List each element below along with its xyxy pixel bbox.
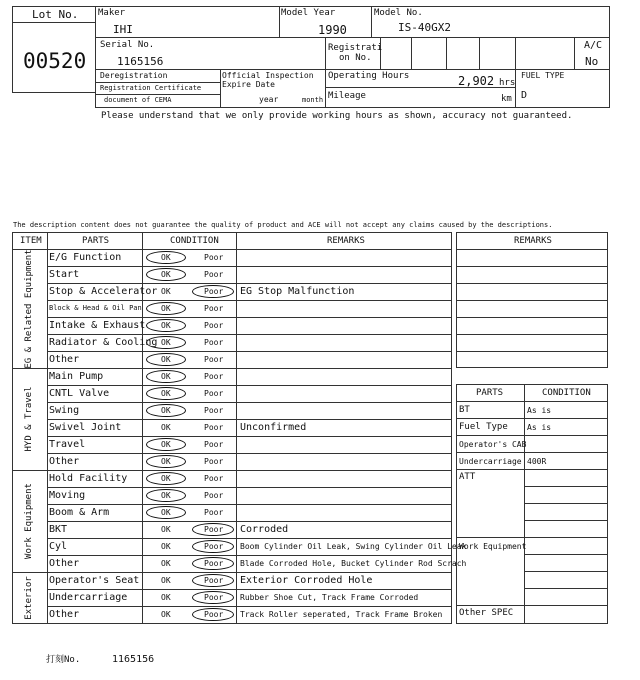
right-part-undercarriage: Undercarriage <box>459 457 522 466</box>
ok-option: OK <box>161 372 171 381</box>
part-label: Operator's Seat <box>49 575 140 586</box>
registration-label-2: on No. <box>339 53 372 63</box>
ok-circle-mark <box>146 302 186 315</box>
row-divider <box>47 385 452 386</box>
item-header: ITEM <box>20 236 42 246</box>
poor-option: Poor <box>204 270 224 279</box>
poor-circle-mark <box>192 591 234 604</box>
km-label: km <box>501 94 512 104</box>
ok-option: OK <box>161 542 171 551</box>
ok-option: OK <box>161 508 171 517</box>
ok-option: OK <box>161 270 171 279</box>
ok-option: OK <box>161 253 171 262</box>
accuracy-notice: Please understand that we only provide working hours as shown, accuracy not guaranteed. <box>101 111 573 121</box>
row-divider <box>12 368 452 369</box>
group-label: HYD & Travel <box>24 386 34 452</box>
document-cema-label: document of CEMA <box>104 96 172 104</box>
right-part-fuel-type: Fuel Type <box>459 422 508 432</box>
serial-no-label: Serial No. <box>100 40 155 50</box>
poor-circle-mark <box>192 608 234 621</box>
model-year-value: 1990 <box>318 23 347 37</box>
disclaimer: The description content does not guarantee the quality of product and ACE will not accept any claims caused by the descriptions. <box>13 221 553 229</box>
right-parts-header: PARTS <box>476 388 504 398</box>
poor-option: Poor <box>204 474 224 483</box>
ok-option: OK <box>161 304 171 313</box>
registration-label-1: Registrati <box>328 43 383 53</box>
row-divider <box>47 283 452 284</box>
condition-header: CONDITION <box>170 236 219 246</box>
poor-option: Poor <box>204 457 224 466</box>
ok-circle-mark <box>146 319 186 332</box>
remarks-text: Unconfirmed <box>240 422 307 433</box>
fuel-type-label: FUEL TYPE <box>521 71 565 80</box>
ok-circle-mark <box>146 489 186 502</box>
right-work-equipment-label: Work Equipment <box>459 542 527 551</box>
part-label: Cyl <box>49 541 68 552</box>
row-divider <box>47 589 452 590</box>
ok-option: OK <box>161 338 171 347</box>
row-divider <box>47 402 452 403</box>
fuel-type-value: D <box>521 90 528 101</box>
maker-label: Maker <box>98 8 126 18</box>
part-label: Start <box>49 269 80 280</box>
row-divider <box>47 538 452 539</box>
ok-option: OK <box>161 423 171 432</box>
poor-option: Poor <box>204 542 224 551</box>
right-condition-undercarriage: 400R <box>527 457 547 466</box>
ok-circle-mark <box>146 268 186 281</box>
ok-circle-mark <box>146 438 186 451</box>
remarks-text: Corroded <box>240 524 289 535</box>
poor-option: Poor <box>204 593 224 602</box>
poor-option: Poor <box>204 389 224 398</box>
mileage-label: Mileage <box>328 91 366 101</box>
poor-option: Poor <box>204 491 224 500</box>
ok-circle-mark <box>146 472 186 485</box>
official-inspection-label: Official Inspection <box>222 71 314 80</box>
remarks-text: Exterior Corroded Hole <box>240 575 373 586</box>
poor-option: Poor <box>204 372 224 381</box>
part-label: E/G Function <box>49 252 122 263</box>
operating-hours-label: Operating Hours <box>328 71 410 81</box>
row-divider <box>47 504 452 505</box>
row-divider <box>47 300 452 301</box>
ok-circle-mark <box>146 404 186 417</box>
serial-no-value: 1165156 <box>117 55 164 68</box>
maker-value: IHI <box>113 23 133 36</box>
row-divider <box>47 453 452 454</box>
poor-circle-mark <box>192 523 234 536</box>
row-divider <box>47 555 452 556</box>
part-label: Boom & Arm <box>49 507 110 518</box>
part-label: Intake & Exhaust <box>49 320 146 331</box>
poor-option: Poor <box>204 321 224 330</box>
poor-circle-mark <box>192 540 234 553</box>
row-divider <box>47 487 452 488</box>
poor-option: Poor <box>204 287 224 296</box>
deregistration-label: Deregistration <box>100 71 168 80</box>
poor-circle-mark <box>192 557 234 570</box>
registration-certificate-label: Registration Certificate <box>100 84 202 92</box>
part-label: BKT <box>49 524 68 535</box>
group-label: Exterior <box>24 575 34 620</box>
group-label: Work Equipment <box>24 483 34 559</box>
parts-header: PARTS <box>82 236 110 246</box>
poor-option: Poor <box>204 406 224 415</box>
ok-option: OK <box>161 389 171 398</box>
month-label: month <box>302 96 324 104</box>
row-divider <box>47 606 452 607</box>
part-label: Other <box>49 456 80 467</box>
part-label: Swivel Joint <box>49 422 122 433</box>
model-no-value: IS-40GX2 <box>398 21 451 34</box>
stamp-no-value: 1165156 <box>112 654 155 665</box>
poor-option: Poor <box>204 253 224 262</box>
remarks-text: Blade Corroded Hole, Bucket Cylinder Rod Scrach <box>240 559 467 568</box>
poor-option: Poor <box>204 559 224 568</box>
ok-option: OK <box>161 491 171 500</box>
group-label: EG & Related Equipment <box>24 248 34 369</box>
hrs-label: hrs <box>499 78 516 88</box>
right-other-spec-label: Other SPEC <box>459 608 514 618</box>
part-label: Travel <box>49 439 86 450</box>
row-divider <box>47 436 452 437</box>
ok-option: OK <box>161 440 171 449</box>
poor-option: Poor <box>204 610 224 619</box>
right-condition-header: CONDITION <box>542 388 591 398</box>
ac-label: A/C <box>584 40 603 51</box>
ok-option: OK <box>161 474 171 483</box>
lot-no-label: Lot No. <box>32 8 79 21</box>
remarks-header: REMARKS <box>327 236 365 246</box>
row-divider <box>47 334 452 335</box>
poor-option: Poor <box>204 525 224 534</box>
row-divider <box>12 470 452 471</box>
part-label: Other <box>49 609 80 620</box>
right-condition-bt: As is <box>527 406 552 415</box>
remarks-text: Boom Cylinder Oil Leak, Swing Cylinder Oil Leak <box>240 542 467 551</box>
remarks-text: Rubber Shoe Cut, Track Frame Corroded <box>240 593 419 602</box>
poor-option: Poor <box>204 576 224 585</box>
poor-option: Poor <box>204 508 224 517</box>
poor-option: Poor <box>204 355 224 364</box>
row-divider <box>47 317 452 318</box>
ok-circle-mark <box>146 353 186 366</box>
part-label: Stop & Accelerator <box>49 286 158 297</box>
part-label: CNTL Valve <box>49 388 110 399</box>
year-label: year <box>259 95 279 104</box>
ok-option: OK <box>161 576 171 585</box>
ok-option: OK <box>161 406 171 415</box>
ok-option: OK <box>161 321 171 330</box>
ok-circle-mark <box>146 506 186 519</box>
ok-circle-mark <box>146 336 186 349</box>
row-divider <box>47 351 452 352</box>
row-divider <box>47 419 452 420</box>
expire-date-label: Expire Date <box>222 80 275 89</box>
part-label: Undercarriage <box>49 592 128 603</box>
ok-option: OK <box>161 525 171 534</box>
part-label: Swing <box>49 405 80 416</box>
ok-option: OK <box>161 593 171 602</box>
ok-circle-mark <box>146 370 186 383</box>
ok-option: OK <box>161 457 171 466</box>
ok-option: OK <box>161 559 171 568</box>
lot-no: 00520 <box>23 49 87 73</box>
right-part-bt: BT <box>459 405 470 415</box>
ok-option: OK <box>161 355 171 364</box>
ok-option: OK <box>161 610 171 619</box>
poor-option: Poor <box>204 338 224 347</box>
poor-option: Poor <box>204 304 224 313</box>
row-divider <box>47 521 452 522</box>
model-no-label: Model No. <box>374 8 423 18</box>
model-year-label: Model Year <box>281 8 336 18</box>
poor-option: Poor <box>204 423 224 432</box>
poor-circle-mark <box>192 285 234 298</box>
ok-circle-mark <box>146 251 186 264</box>
row-divider <box>12 572 452 573</box>
operating-hours-value: 2,902 <box>458 74 495 88</box>
poor-option: Poor <box>204 440 224 449</box>
right-att-label: ATT <box>459 472 476 482</box>
part-label: Other <box>49 354 80 365</box>
part-label: Hold Facility <box>49 473 128 484</box>
part-label: Other <box>49 558 80 569</box>
part-label: Main Pump <box>49 371 104 382</box>
poor-circle-mark <box>192 574 234 587</box>
part-label: Radiator & Cooling <box>49 337 158 348</box>
stamp-no-label: 打刻No. <box>46 655 81 665</box>
part-label: Moving <box>49 490 86 501</box>
right-condition-fuel-type: As is <box>527 423 552 432</box>
remarks-text: Track Roller seperated, Track Frame Broken <box>240 610 443 619</box>
part-label: Block & Head & Oil Pan <box>49 304 142 312</box>
right-part-operator-cab: Operator's CAB <box>459 440 527 449</box>
right-remarks-header: REMARKS <box>514 236 552 246</box>
row-divider <box>47 266 452 267</box>
ok-circle-mark <box>146 455 186 468</box>
ok-option: OK <box>161 287 171 296</box>
ok-circle-mark <box>146 387 186 400</box>
remarks-text: EG Stop Malfunction <box>240 286 355 297</box>
ac-value: No <box>585 55 599 68</box>
